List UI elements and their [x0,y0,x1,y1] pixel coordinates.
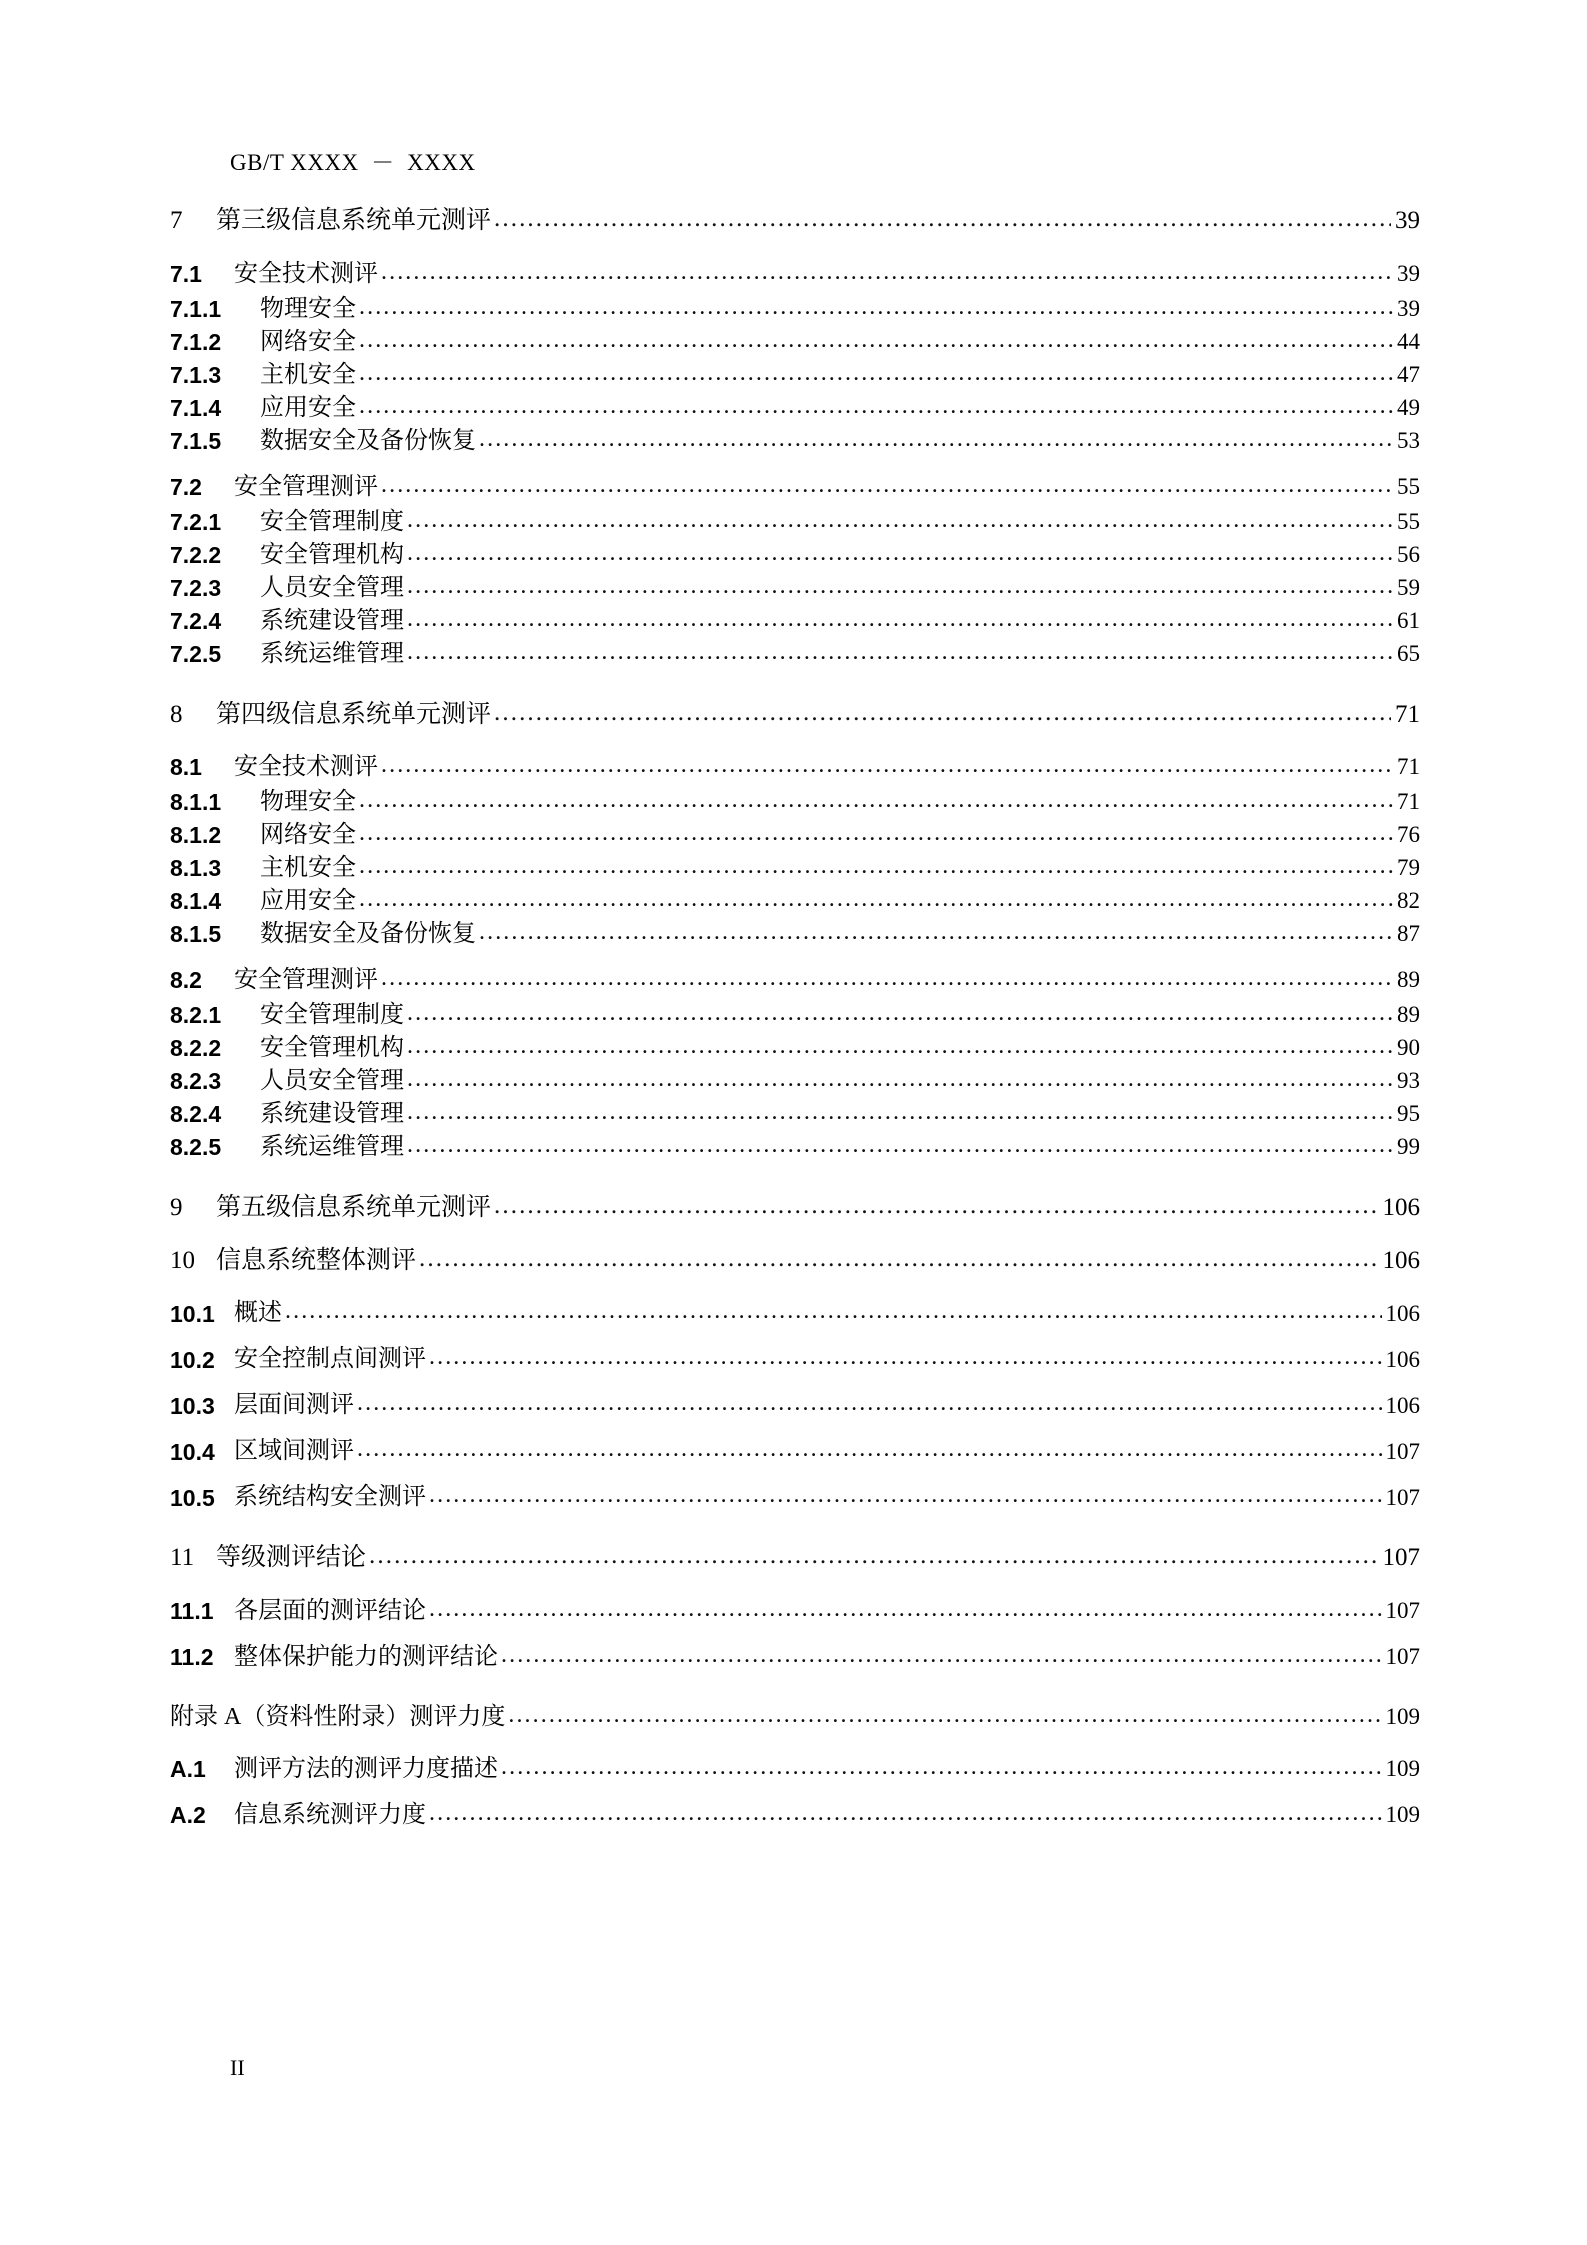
toc-entry[interactable] [170,327,1420,357]
toc-entry-number: 8.1.4 [170,888,222,915]
toc-entry-title: 安全管理制度 [260,1001,404,1028]
toc-entry-title: 信息系统整体测评 [216,1247,417,1275]
toc-entry-title: 区域间测评 [234,1438,354,1465]
toc-entry-number: 7 [170,207,183,235]
toc-entry[interactable] [170,426,1420,456]
toc-entry-title: 安全技术测评 [234,753,378,780]
toc-entry[interactable] [170,393,1420,423]
toc-entry-number: 8.2 [170,967,202,994]
toc-dot-leader [359,399,1393,423]
toc-entry-page-number: 106 [1385,1346,1420,1372]
toc-entry-page-number: 49 [1397,394,1420,420]
page-number-footer: II [230,2055,245,2080]
toc-entry-number: 10.1 [170,1300,215,1327]
toc-entry-number: 7.1.2 [170,328,222,355]
toc-entry-number: 10.5 [170,1484,215,1511]
toc-entry-page-number: 107 [1385,1643,1420,1669]
toc-entry-title: 安全技术测评 [234,260,378,287]
toc-entry-title: 层面间测评 [234,1392,354,1419]
toc-dot-leader [285,1304,1382,1328]
toc-dot-leader [501,1760,1382,1784]
toc-entry-number: 7.1.3 [170,361,222,388]
toc-dot-leader [494,212,1391,237]
toc-entry-page-number: 61 [1397,607,1420,633]
toc-dot-leader [494,705,1391,730]
toc-entry-page-number: 106 [1385,1392,1420,1418]
toc-dot-leader [407,1138,1393,1162]
toc-entry[interactable] [170,1245,1420,1276]
toc-entry-title: 物理安全 [260,788,356,815]
toc-dot-leader [479,925,1393,949]
toc-dot-leader [369,1549,1378,1574]
toc-entry-page-number: 82 [1397,888,1420,914]
toc-dot-leader [501,1648,1382,1672]
toc-entry-title: 安全管理制度 [260,508,404,535]
toc-entry-page-number: 56 [1397,541,1420,567]
running-header-standard-code: GB/T XXXX － XXXX [230,150,476,175]
toc-entry[interactable] [170,1800,1420,1830]
toc-entry-number: 11 [170,1544,195,1572]
toc-entry-number: A.1 [170,1755,206,1782]
toc-entry[interactable] [170,853,1420,883]
toc-dot-leader [407,612,1393,636]
toc-entry-page-number: 39 [1395,207,1420,235]
toc-entry-page-number: 76 [1397,822,1420,848]
toc-entry[interactable] [170,820,1420,850]
toc-entry[interactable] [170,1542,1420,1573]
toc-entry-page-number: 71 [1397,789,1420,815]
toc-entry[interactable] [170,1344,1420,1374]
toc-entry-page-number: 53 [1397,427,1420,453]
toc-dot-leader [359,366,1393,390]
toc-entry-page-number: 106 [1385,1300,1420,1326]
toc-entry-title: 附录 A（资料性附录）测评力度 [170,1703,506,1730]
toc-entry-page-number: 65 [1397,640,1420,666]
toc-entry-title: 安全控制点间测评 [234,1346,426,1373]
toc-entry-page-number: 107 [1382,1544,1420,1572]
toc-entry[interactable] [170,699,1420,730]
toc-entry-title: 等级测评结论 [216,1544,367,1572]
toc-dot-leader [357,1396,1382,1420]
toc-entry[interactable] [170,606,1420,636]
toc-entry[interactable] [170,1000,1420,1030]
toc-entry-number: 8.2.2 [170,1035,222,1062]
toc-entry-page-number: 109 [1385,1703,1420,1729]
toc-entry-page-number: 107 [1385,1597,1420,1623]
toc-entry-number: 7.2.1 [170,508,222,535]
toc-dot-leader [407,1105,1393,1129]
toc-entry[interactable] [170,1702,1420,1732]
toc-entry-title: 人员安全管理 [260,574,404,601]
toc-entry-page-number: 107 [1385,1438,1420,1464]
toc-entry-number: 8.2.3 [170,1068,222,1095]
toc-entry[interactable] [170,1482,1420,1512]
toc-entry-page-number: 44 [1397,328,1420,354]
toc-entry-page-number: 106 [1382,1247,1420,1275]
toc-dot-leader [429,1488,1382,1512]
toc-entry-number: 8.1.1 [170,789,222,816]
toc-entry-title: 系统运维管理 [260,1133,404,1160]
toc-dot-leader [419,1251,1378,1276]
toc-entry-number: 10.3 [170,1392,215,1419]
toc-dot-leader [429,1602,1382,1626]
toc-dot-leader [407,1072,1393,1096]
toc-entry-title: 第四级信息系统单元测评 [216,700,492,728]
toc-entry[interactable] [170,540,1420,570]
toc-entry-page-number: 93 [1397,1068,1420,1094]
toc-entry-title: 主机安全 [260,361,356,388]
toc-dot-leader [429,1350,1382,1374]
toc-entry-number: 11.2 [170,1643,214,1670]
toc-entry-title: 系统结构安全测评 [234,1484,426,1511]
toc-entry-number: 7.1.4 [170,394,222,421]
toc-dot-leader [407,1039,1393,1063]
toc-entry-page-number: 106 [1382,1193,1420,1221]
toc-entry-number: 10.2 [170,1346,215,1373]
toc-entry-title: 整体保护能力的测评结论 [234,1643,498,1670]
toc-entry-number: 8 [170,700,183,728]
toc-entry-title: 数据安全及备份恢复 [260,427,476,454]
toc-entry-title: 第五级信息系统单元测评 [216,1193,492,1221]
toc-entry[interactable] [170,573,1420,603]
toc-dot-leader [479,432,1393,456]
toc-entry-title: 安全管理机构 [260,1034,404,1061]
toc-entry-title: 数据安全及备份恢复 [260,920,476,947]
toc-dot-leader [494,1198,1378,1223]
toc-dot-leader [359,300,1393,324]
toc-entry-title: 安全管理测评 [234,473,378,500]
toc-dot-leader [407,1006,1393,1030]
toc-entry[interactable] [170,507,1420,537]
toc-entry-title: 应用安全 [260,887,356,914]
toc-entry-number: 7.2 [170,473,202,500]
toc-dot-leader [407,645,1393,669]
toc-entry-title: 第三级信息系统单元测评 [216,207,492,235]
toc-entry[interactable] [170,1192,1420,1223]
toc-entry-page-number: 47 [1397,361,1420,387]
toc-entry-page-number: 89 [1397,1002,1420,1028]
toc-entry[interactable] [170,1642,1420,1672]
toc-entry[interactable] [170,294,1420,324]
toc-entry[interactable] [170,259,1420,289]
toc-dot-leader [381,265,1393,289]
toc-dot-leader [359,793,1393,817]
toc-dot-leader [407,513,1393,537]
toc-entry-page-number: 87 [1397,921,1420,947]
table-of-contents [170,205,1420,1829]
toc-entry[interactable] [170,205,1420,236]
toc-entry-page-number: 99 [1397,1134,1420,1160]
toc-entry-page-number: 55 [1397,508,1420,534]
toc-dot-leader [407,546,1393,570]
toc-entry[interactable] [170,787,1420,817]
toc-entry-number: 10 [170,1247,195,1275]
toc-entry-title: 概述 [234,1300,282,1327]
toc-entry-title: 系统建设管理 [260,607,404,634]
toc-dot-leader [429,1806,1382,1830]
toc-dot-leader [381,758,1393,782]
toc-dot-leader [357,1442,1382,1466]
toc-entry[interactable] [170,1033,1420,1063]
toc-entry[interactable] [170,886,1420,916]
toc-entry-title: 各层面的测评结论 [234,1597,426,1624]
toc-entry[interactable] [170,965,1420,995]
toc-entry-title: 网络安全 [260,821,356,848]
toc-entry-number: 7.2.4 [170,607,222,634]
toc-entry-page-number: 59 [1397,574,1420,600]
toc-entry-page-number: 55 [1397,473,1420,499]
toc-entry-number: 11.1 [170,1597,214,1624]
toc-dot-leader [508,1708,1381,1732]
toc-entry[interactable] [170,1132,1420,1162]
toc-entry[interactable] [170,1066,1420,1096]
toc-entry-number: 8.2.1 [170,1002,222,1029]
toc-entry[interactable] [170,1298,1420,1328]
toc-entry-number: 7.2.3 [170,574,222,601]
toc-entry-title: 安全管理测评 [234,966,378,993]
toc-entry-number: 8.1.5 [170,921,222,948]
toc-entry[interactable] [170,360,1420,390]
toc-entry-title: 系统建设管理 [260,1100,404,1127]
toc-entry-number: 7.2.2 [170,541,222,568]
toc-entry-title: 网络安全 [260,328,356,355]
toc-dot-leader [359,333,1393,357]
toc-entry[interactable] [170,1099,1420,1129]
toc-entry-number: 9 [170,1193,183,1221]
toc-entry-page-number: 89 [1397,967,1420,993]
toc-entry-number: A.2 [170,1801,206,1828]
toc-entry-page-number: 71 [1395,700,1420,728]
toc-entry-title: 信息系统测评力度 [234,1801,426,1828]
toc-entry-number: 8.1.2 [170,822,222,849]
toc-entry-number: 8.2.5 [170,1134,222,1161]
toc-entry[interactable] [170,919,1420,949]
toc-entry-page-number: 109 [1385,1755,1420,1781]
toc-entry-page-number: 90 [1397,1035,1420,1061]
toc-entry[interactable] [170,1596,1420,1626]
toc-entry[interactable] [170,1436,1420,1466]
toc-entry-number: 7.1.1 [170,295,222,322]
toc-dot-leader [359,859,1393,883]
toc-entry-title: 人员安全管理 [260,1067,404,1094]
toc-entry-title: 安全管理机构 [260,541,404,568]
toc-entry-title: 应用安全 [260,394,356,421]
toc-entry-number: 7.1 [170,260,202,287]
toc-entry-page-number: 79 [1397,855,1420,881]
toc-entry-number: 10.4 [170,1438,215,1465]
toc-entry-number: 8.1.3 [170,855,222,882]
toc-entry-page-number: 107 [1385,1484,1420,1510]
toc-entry-page-number: 109 [1385,1801,1420,1827]
toc-entry[interactable] [170,752,1420,782]
toc-dot-leader [381,478,1393,502]
toc-entry-title: 物理安全 [260,295,356,322]
toc-dot-leader [359,892,1393,916]
toc-entry-number: 7.2.5 [170,640,222,667]
toc-dot-leader [407,579,1393,603]
toc-entry-page-number: 39 [1397,295,1420,321]
toc-entry-number: 8.1 [170,754,202,781]
toc-entry-number: 8.2.4 [170,1101,222,1128]
toc-entry-title: 测评方法的测评力度描述 [234,1755,498,1782]
toc-entry[interactable] [170,1390,1420,1420]
toc-entry[interactable] [170,639,1420,669]
toc-entry-title: 主机安全 [260,854,356,881]
toc-entry-title: 系统运维管理 [260,640,404,667]
toc-entry-page-number: 39 [1397,260,1420,286]
toc-dot-leader [359,826,1393,850]
toc-dot-leader [381,971,1393,995]
toc-entry-page-number: 71 [1397,754,1420,780]
page-content [170,150,1420,1835]
toc-entry[interactable] [170,472,1420,502]
toc-entry-number: 7.1.5 [170,427,222,454]
toc-entry-page-number: 95 [1397,1101,1420,1127]
toc-entry[interactable] [170,1754,1420,1784]
